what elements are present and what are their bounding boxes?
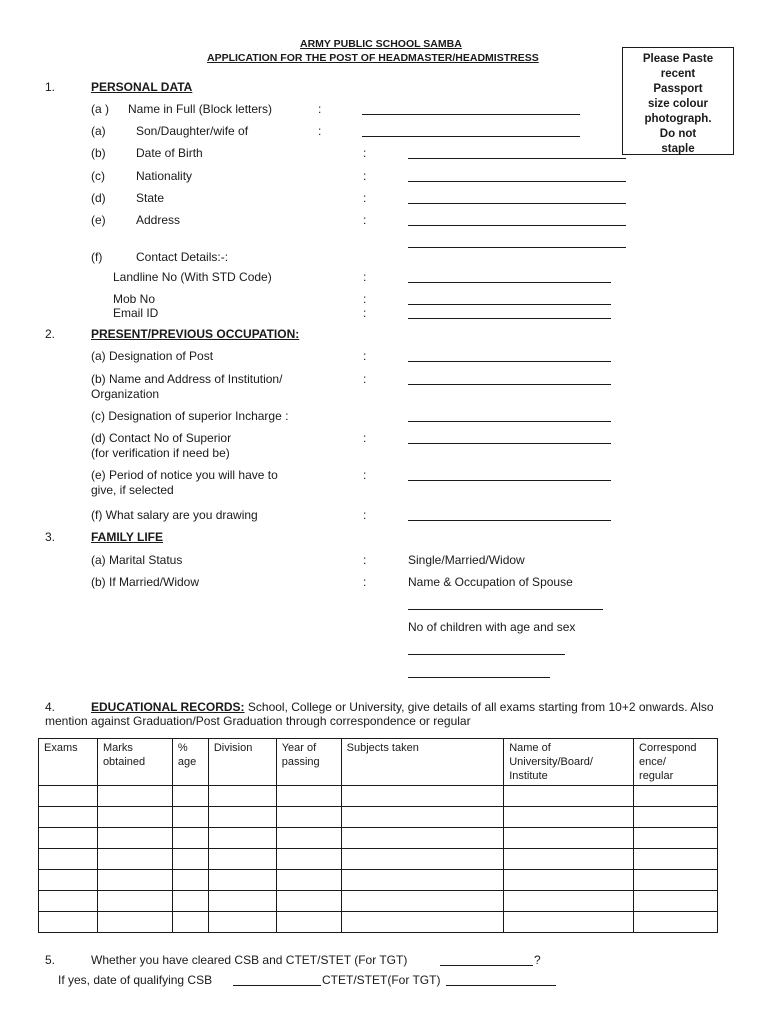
edu-intro-text: School, College or University, give details of all exams starting from 10+2 onwards. Also xyxy=(244,700,714,714)
table-cell[interactable] xyxy=(634,807,718,828)
column-header-line: % xyxy=(177,742,188,754)
marital-options: Single/Married/Widow xyxy=(408,553,525,567)
table-cell[interactable] xyxy=(208,891,276,912)
table-cell[interactable] xyxy=(634,786,718,807)
children-label: No of children with age and sex xyxy=(408,620,576,634)
table-cell[interactable] xyxy=(634,828,718,849)
relation-label: Son/Daughter/wife of xyxy=(136,124,249,138)
photo-line: Please Paste xyxy=(642,53,714,65)
state-label: State xyxy=(136,191,165,205)
colon: : xyxy=(318,102,322,116)
colon: : xyxy=(363,431,367,445)
table-cell[interactable] xyxy=(39,828,98,849)
column-header-line: Year of xyxy=(281,742,317,754)
table-cell[interactable] xyxy=(208,912,276,933)
section-number: 4. xyxy=(45,700,56,714)
photo-line: staple xyxy=(661,143,695,155)
item-key: (a) xyxy=(91,124,106,138)
column-header-line: ence/ xyxy=(639,756,666,768)
spouse-label: Name & Occupation of Spouse xyxy=(408,575,573,589)
colon: : xyxy=(363,508,367,522)
colon: : xyxy=(363,372,367,386)
table-cell[interactable] xyxy=(276,891,341,912)
section-number: 3. xyxy=(45,530,56,544)
column-header-line: regular xyxy=(639,770,674,782)
education-table xyxy=(38,738,718,933)
colon: : xyxy=(363,553,367,567)
table-cell[interactable] xyxy=(208,828,276,849)
colon: : xyxy=(363,191,367,205)
section-title-personal: PERSONAL DATA xyxy=(91,80,193,94)
salary-label: (f) What salary are you drawing xyxy=(91,508,258,522)
table-cell[interactable] xyxy=(97,891,172,912)
table-cell[interactable] xyxy=(172,807,208,828)
table-row xyxy=(39,786,718,807)
csb-answer-field[interactable] xyxy=(440,965,533,966)
institution-field[interactable] xyxy=(408,384,611,385)
table-row xyxy=(39,912,718,933)
spouse-field[interactable] xyxy=(408,609,603,610)
section-number: 5. xyxy=(45,953,56,967)
column-header xyxy=(39,739,98,786)
colon: : xyxy=(363,213,367,227)
column-header-line: Marks xyxy=(102,742,133,754)
table-cell[interactable] xyxy=(276,849,341,870)
table-cell[interactable] xyxy=(208,807,276,828)
table-cell[interactable] xyxy=(341,912,504,933)
photo-line: Passport xyxy=(653,83,703,95)
landline-field[interactable] xyxy=(408,282,611,283)
column-header-line: Division xyxy=(213,742,253,754)
table-cell[interactable] xyxy=(172,870,208,891)
photo-line: size colour xyxy=(647,98,709,110)
section-number: 1. xyxy=(45,80,56,94)
edu-intro xyxy=(91,700,714,714)
column-header xyxy=(634,739,718,786)
table-cell[interactable] xyxy=(97,786,172,807)
column-header-line: obtained xyxy=(102,756,146,768)
superior-contact-label: (d) Contact No of Superior xyxy=(91,431,232,445)
table-cell[interactable] xyxy=(97,828,172,849)
table-cell[interactable] xyxy=(504,807,634,828)
table-cell[interactable] xyxy=(39,807,98,828)
colon: : xyxy=(363,292,367,306)
question-mark: ? xyxy=(534,953,541,967)
table-cell[interactable] xyxy=(276,807,341,828)
table-cell[interactable] xyxy=(504,912,634,933)
section-title-occupation: PRESENT/PREVIOUS OCCUPATION: xyxy=(91,327,300,341)
column-header xyxy=(208,739,276,786)
table-cell[interactable] xyxy=(634,912,718,933)
designation-field[interactable] xyxy=(408,361,611,362)
item-key: (c) xyxy=(91,169,105,183)
item-key: (e) xyxy=(91,213,106,227)
column-header-line: passing xyxy=(281,756,320,768)
address-field-2[interactable] xyxy=(408,247,626,248)
institution-label: (b) Name and Address of Institution/ xyxy=(91,372,283,386)
dob-label: Date of Birth xyxy=(136,146,203,160)
table-cell[interactable] xyxy=(634,891,718,912)
email-field[interactable] xyxy=(408,318,611,319)
table-row xyxy=(39,828,718,849)
column-header-line: Institute xyxy=(509,770,548,782)
column-header xyxy=(504,739,634,786)
table-row xyxy=(39,807,718,828)
colon: : xyxy=(363,468,367,482)
item-key: (b) xyxy=(91,146,106,160)
table-cell[interactable] xyxy=(172,828,208,849)
column-header-line: Correspond xyxy=(639,742,697,754)
colon: : xyxy=(318,124,322,138)
table-cell[interactable] xyxy=(97,849,172,870)
table-cell[interactable] xyxy=(172,849,208,870)
table-cell[interactable] xyxy=(341,828,504,849)
nationality-label: Nationality xyxy=(136,169,193,183)
designation-label: (a) Designation of Post xyxy=(91,349,214,363)
colon: : xyxy=(363,306,367,320)
nationality-field[interactable] xyxy=(408,181,626,182)
edu-intro-text-2: mention against Graduation/Post Graduation through correspondence or regular xyxy=(45,714,471,728)
table-cell[interactable] xyxy=(97,912,172,933)
table-cell[interactable] xyxy=(276,870,341,891)
ctet-date-label: CTET/STET(For TGT) xyxy=(322,973,441,987)
section-title-education: EDUCATIONAL RECORDS: xyxy=(91,700,245,714)
table-row xyxy=(39,849,718,870)
table-cell[interactable] xyxy=(276,828,341,849)
mob-field[interactable] xyxy=(408,304,611,305)
address-label: Address xyxy=(136,213,181,227)
superior-field[interactable] xyxy=(408,421,611,422)
photo-line: recent xyxy=(660,68,696,80)
email-label: Email ID xyxy=(113,306,159,320)
table-cell[interactable] xyxy=(504,849,634,870)
table-cell[interactable] xyxy=(341,807,504,828)
table-cell[interactable] xyxy=(39,870,98,891)
notice-label-2: give, if selected xyxy=(91,483,174,497)
column-header-line: Subjects taken xyxy=(346,742,419,754)
institution-label-2: Organization xyxy=(91,387,160,401)
notice-label: (e) Period of notice you will have to xyxy=(91,468,278,482)
column-header-line: Exams xyxy=(44,742,78,754)
notice-field[interactable] xyxy=(408,480,611,481)
table-cell[interactable] xyxy=(172,912,208,933)
table-cell[interactable] xyxy=(341,786,504,807)
section-title-family: FAMILY LIFE xyxy=(91,530,164,544)
colon: : xyxy=(363,169,367,183)
ctet-date-field[interactable] xyxy=(446,985,556,986)
contact-label: Contact Details:-: xyxy=(136,250,229,264)
post-title: APPLICATION FOR THE POST OF HEADMASTER/HEADMISTRESS xyxy=(207,52,539,64)
table-cell[interactable] xyxy=(208,786,276,807)
table-cell[interactable] xyxy=(634,870,718,891)
dob-field[interactable] xyxy=(408,158,626,159)
superior-label: (c) Designation of superior Incharge : xyxy=(91,409,289,423)
table-cell[interactable] xyxy=(341,870,504,891)
column-header-line: University/Board/ xyxy=(509,756,593,768)
column-header xyxy=(97,739,172,786)
marital-label: (a) Marital Status xyxy=(91,553,183,567)
superior-contact-field[interactable] xyxy=(408,443,611,444)
table-cell[interactable] xyxy=(97,870,172,891)
section-number: 2. xyxy=(45,327,56,341)
married-label: (b) If Married/Widow xyxy=(91,575,200,589)
column-header xyxy=(276,739,341,786)
school-title: ARMY PUBLIC SCHOOL SAMBA xyxy=(300,38,462,50)
name-field[interactable] xyxy=(362,114,580,115)
photo-box xyxy=(622,47,734,155)
column-header xyxy=(341,739,504,786)
table-cell[interactable] xyxy=(634,849,718,870)
table-cell[interactable] xyxy=(504,786,634,807)
name-label: Name in Full (Block letters) xyxy=(128,102,273,116)
table-cell[interactable] xyxy=(208,870,276,891)
table-cell[interactable] xyxy=(39,912,98,933)
column-header-line: age xyxy=(177,756,197,768)
csb-date-label: If yes, date of qualifying CSB xyxy=(58,973,213,987)
colon: : xyxy=(363,270,367,284)
relation-field[interactable] xyxy=(362,136,580,137)
state-field[interactable] xyxy=(408,203,626,204)
children-field-2[interactable] xyxy=(408,677,550,678)
photo-line: photograph. xyxy=(644,113,712,125)
table-row xyxy=(39,891,718,912)
table-cell[interactable] xyxy=(504,891,634,912)
table-cell[interactable] xyxy=(39,786,98,807)
salary-field[interactable] xyxy=(408,520,611,521)
table-cell[interactable] xyxy=(504,828,634,849)
colon: : xyxy=(363,349,367,363)
table-cell[interactable] xyxy=(276,912,341,933)
children-field[interactable] xyxy=(408,654,565,655)
item-key: (f) xyxy=(91,250,103,264)
csb-date-field[interactable] xyxy=(233,985,321,986)
mob-label: Mob No xyxy=(113,292,156,306)
table-cell[interactable] xyxy=(208,849,276,870)
item-key: (a ) xyxy=(91,102,109,116)
table-cell[interactable] xyxy=(39,891,98,912)
table-cell[interactable] xyxy=(39,849,98,870)
table-cell[interactable] xyxy=(341,849,504,870)
csb-question: Whether you have cleared CSB and CTET/STET (For TGT) xyxy=(91,953,408,967)
table-cell[interactable] xyxy=(172,786,208,807)
colon: : xyxy=(363,575,367,589)
column-header xyxy=(172,739,208,786)
item-key: (d) xyxy=(91,191,106,205)
landline-label: Landline No (With STD Code) xyxy=(113,270,272,284)
table-cell[interactable] xyxy=(276,786,341,807)
colon: : xyxy=(363,146,367,160)
table-cell[interactable] xyxy=(504,870,634,891)
address-field[interactable] xyxy=(408,225,626,226)
column-header-line: Name of xyxy=(509,742,551,754)
table-header-row xyxy=(39,739,718,786)
table-cell[interactable] xyxy=(97,807,172,828)
table-row xyxy=(39,870,718,891)
superior-contact-label-2: (for verification if need be) xyxy=(91,446,230,460)
table-cell[interactable] xyxy=(341,891,504,912)
photo-line: Do not xyxy=(659,128,697,140)
table-cell[interactable] xyxy=(172,891,208,912)
